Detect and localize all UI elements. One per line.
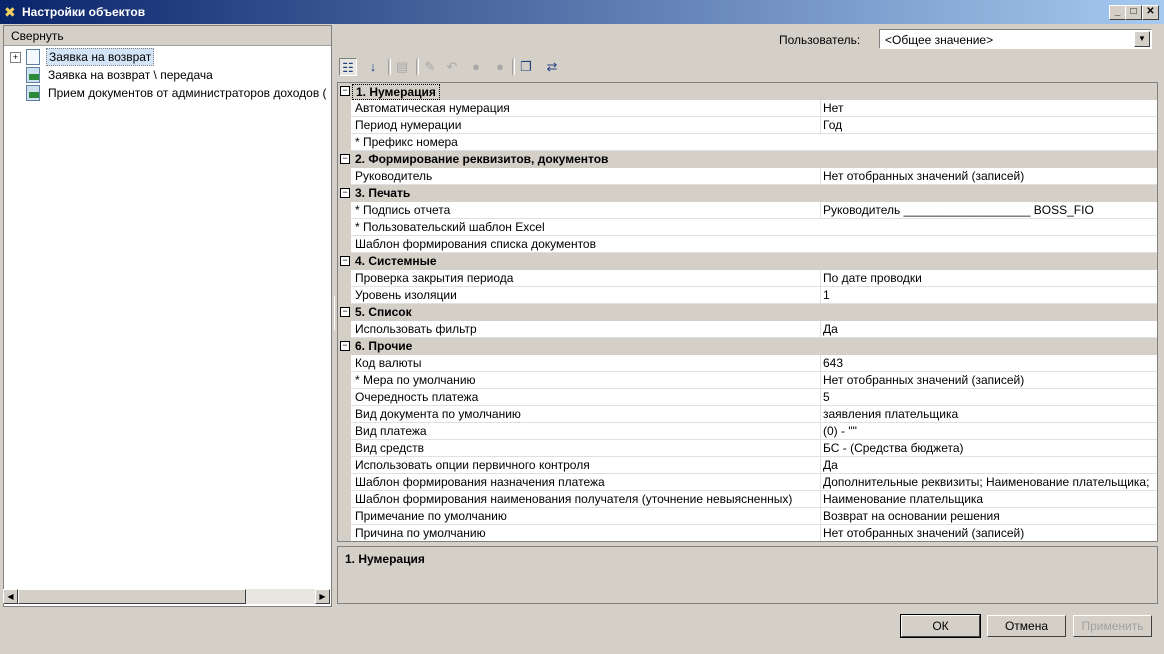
property-row[interactable] xyxy=(338,372,1158,389)
ok-button[interactable]: ОК xyxy=(901,615,980,637)
undo-icon[interactable]: ↶ xyxy=(446,59,458,74)
property-name: * Подпись отчета xyxy=(355,203,451,217)
row-gutter xyxy=(338,423,351,440)
property-name: Шаблон формирования наименования получателя (уточнение невыясненных) xyxy=(355,492,793,506)
user-select-value: <Общее значение> xyxy=(885,33,994,47)
apply-button[interactable]: Применить xyxy=(1073,615,1152,637)
collapse-category-icon[interactable]: − xyxy=(340,86,350,96)
property-value[interactable]: Нет отобранных значений (записей) xyxy=(820,372,1158,389)
category-row[interactable] xyxy=(338,253,1158,270)
scroll-left-arrow-icon[interactable]: ◀ xyxy=(3,589,18,604)
category-name: 4. Системные xyxy=(355,254,437,268)
property-name: Примечание по умолчанию xyxy=(355,509,507,523)
row-gutter xyxy=(338,100,351,117)
object-tree-panel xyxy=(3,25,332,607)
property-pages-icon[interactable]: ▤ xyxy=(395,59,409,74)
panel-splitter[interactable] xyxy=(331,296,335,330)
row-gutter xyxy=(338,389,351,406)
property-name: Причина по умолчанию xyxy=(355,526,486,540)
category-name: 1. Нумерация xyxy=(352,84,440,100)
property-value[interactable]: 5 xyxy=(820,389,1158,406)
row-gutter xyxy=(338,134,351,151)
property-name: Использовать опции первичного контроля xyxy=(355,458,590,472)
category-row[interactable] xyxy=(338,83,1158,100)
property-value[interactable]: Год xyxy=(820,117,1158,134)
property-value[interactable]: Возврат на основании решения xyxy=(820,508,1158,525)
property-value[interactable]: Да xyxy=(820,457,1158,474)
copy-icon[interactable]: ❐ xyxy=(520,59,532,74)
row-gutter xyxy=(338,474,351,491)
property-row[interactable] xyxy=(338,389,1158,406)
property-name: Вид средств xyxy=(355,441,424,455)
property-row[interactable] xyxy=(338,355,1158,372)
property-row[interactable] xyxy=(338,508,1158,525)
property-value[interactable]: Дополнительные реквизиты; Наименование плательщика; xyxy=(820,474,1158,491)
category-row[interactable] xyxy=(338,338,1158,355)
category-row[interactable] xyxy=(338,151,1158,168)
property-name: Вид платежа xyxy=(355,424,427,438)
document-transfer-icon xyxy=(26,85,40,101)
tree-horizontal-scrollbar[interactable] xyxy=(3,589,330,604)
row-gutter xyxy=(338,457,351,474)
sort-az-icon[interactable]: ↓ xyxy=(369,59,377,74)
property-name: Код валюты xyxy=(355,356,422,370)
scroll-thumb[interactable] xyxy=(18,589,246,604)
property-value[interactable]: заявления плательщика xyxy=(820,406,1158,423)
property-row[interactable] xyxy=(338,321,1158,338)
row-gutter xyxy=(338,117,351,134)
property-value[interactable]: Нет отобранных значений (записей) xyxy=(820,168,1158,185)
row-gutter xyxy=(338,219,351,236)
property-row[interactable] xyxy=(338,168,1158,185)
tree-item-label: Заявка на возврат xyxy=(46,48,154,66)
user-label: Пользователь: xyxy=(779,33,861,47)
minimize-button[interactable]: _ xyxy=(1109,5,1126,20)
category-name: 3. Печать xyxy=(355,186,411,200)
row-gutter xyxy=(338,236,351,253)
property-row[interactable] xyxy=(338,406,1158,423)
property-name: Шаблон формирования назначения платежа xyxy=(355,475,605,489)
property-value[interactable]: Руководитель ___________________ BOSS_FIO xyxy=(820,202,1158,219)
user-icon[interactable]: ● xyxy=(496,59,504,74)
property-value[interactable]: Нет отобранных значений (записей) xyxy=(820,525,1158,542)
description-panel xyxy=(337,546,1158,604)
maximize-button[interactable]: □ xyxy=(1125,5,1142,20)
row-gutter xyxy=(338,440,351,457)
property-value[interactable]: (0) - "" xyxy=(820,423,1158,440)
toolbar-separator xyxy=(416,59,419,75)
property-row[interactable] xyxy=(338,134,1158,151)
tree-item-label: Прием документов от администраторов доходов ( xyxy=(48,86,327,100)
property-value[interactable]: Да xyxy=(820,321,1158,338)
property-row[interactable] xyxy=(338,491,1158,508)
property-row[interactable] xyxy=(338,202,1158,219)
property-grid[interactable] xyxy=(337,82,1158,542)
document-transfer-icon xyxy=(26,67,40,83)
property-name: * Префикс номера xyxy=(355,135,458,149)
property-name: Использовать фильтр xyxy=(355,322,477,336)
row-gutter xyxy=(338,372,351,389)
property-value[interactable]: 1 xyxy=(820,287,1158,304)
collapse-button[interactable]: Свернуть xyxy=(4,26,331,46)
close-button[interactable]: ✕ xyxy=(1142,5,1159,20)
property-row[interactable] xyxy=(338,423,1158,440)
category-name: 2. Формирование реквизитов, документов xyxy=(355,152,609,166)
property-value[interactable]: Нет xyxy=(820,100,1158,117)
row-gutter xyxy=(338,406,351,423)
property-value[interactable]: БС - (Средства бюджета) xyxy=(820,440,1158,457)
chevron-down-icon[interactable]: ▼ xyxy=(1134,31,1150,47)
toolbar-separator xyxy=(388,59,391,75)
row-gutter xyxy=(338,508,351,525)
clear-icon[interactable]: ✎ xyxy=(424,59,436,74)
collapse-category-icon[interactable]: − xyxy=(340,256,350,266)
category-name: 5. Список xyxy=(355,305,412,319)
property-value[interactable]: Наименование плательщика xyxy=(820,491,1158,508)
property-row[interactable] xyxy=(338,287,1158,304)
property-name: * Пользовательский шаблон Excel xyxy=(355,220,545,234)
row-gutter xyxy=(338,355,351,372)
user-select[interactable] xyxy=(879,29,1152,49)
property-row[interactable] xyxy=(338,525,1158,542)
property-name: Вид документа по умолчанию xyxy=(355,407,521,421)
row-gutter xyxy=(338,525,351,542)
category-name: 6. Прочие xyxy=(355,339,413,353)
collapse-category-icon[interactable]: − xyxy=(340,307,350,317)
property-row[interactable] xyxy=(338,474,1158,491)
property-name: Шаблон формирования списка документов xyxy=(355,237,596,251)
collapse-category-icon[interactable]: − xyxy=(340,154,350,164)
category-row[interactable] xyxy=(338,185,1158,202)
app-tools-icon: ✖ xyxy=(4,4,16,20)
property-name: * Мера по умолчанию xyxy=(355,373,476,387)
row-gutter xyxy=(338,321,351,338)
toolbar-separator xyxy=(512,59,515,75)
category-row[interactable] xyxy=(338,304,1158,321)
title-bar xyxy=(0,0,1164,24)
property-row[interactable] xyxy=(338,270,1158,287)
cancel-button[interactable]: Отмена xyxy=(987,615,1066,637)
row-gutter xyxy=(338,168,351,185)
document-icon xyxy=(26,49,40,65)
row-gutter xyxy=(338,270,351,287)
paste-icon[interactable]: ⇄ xyxy=(546,59,558,74)
property-row[interactable] xyxy=(338,457,1158,474)
property-name: Период нумерации xyxy=(355,118,462,132)
property-name: Проверка закрытия периода xyxy=(355,271,514,285)
window-title: Настройки объектов xyxy=(22,5,146,19)
row-gutter xyxy=(338,491,351,508)
property-row[interactable] xyxy=(338,100,1158,117)
expand-icon[interactable]: + xyxy=(10,52,21,63)
property-toolbar xyxy=(337,56,1157,78)
property-name: Руководитель xyxy=(355,169,433,183)
tree-item-label: Заявка на возврат \ передача xyxy=(48,68,213,82)
property-row[interactable] xyxy=(338,236,1158,253)
collapse-category-icon[interactable]: − xyxy=(340,341,350,351)
property-name: Уровень изоляции xyxy=(355,288,457,302)
row-gutter xyxy=(338,287,351,304)
users-icon[interactable]: ● xyxy=(472,59,480,74)
property-row[interactable] xyxy=(338,440,1158,457)
property-name: Автоматическая нумерация xyxy=(355,101,510,115)
row-gutter xyxy=(338,202,351,219)
description-title: 1. Нумерация xyxy=(345,552,425,566)
categorized-icon[interactable]: ☷ xyxy=(339,58,357,76)
scroll-right-arrow-icon[interactable]: ▶ xyxy=(315,589,330,604)
property-value[interactable]: По дате проводки xyxy=(820,270,1158,287)
property-row[interactable] xyxy=(338,219,1158,236)
collapse-category-icon[interactable]: − xyxy=(340,188,350,198)
property-row[interactable] xyxy=(338,117,1158,134)
property-name: Очередность платежа xyxy=(355,390,479,404)
property-value[interactable]: 643 xyxy=(820,355,1158,372)
